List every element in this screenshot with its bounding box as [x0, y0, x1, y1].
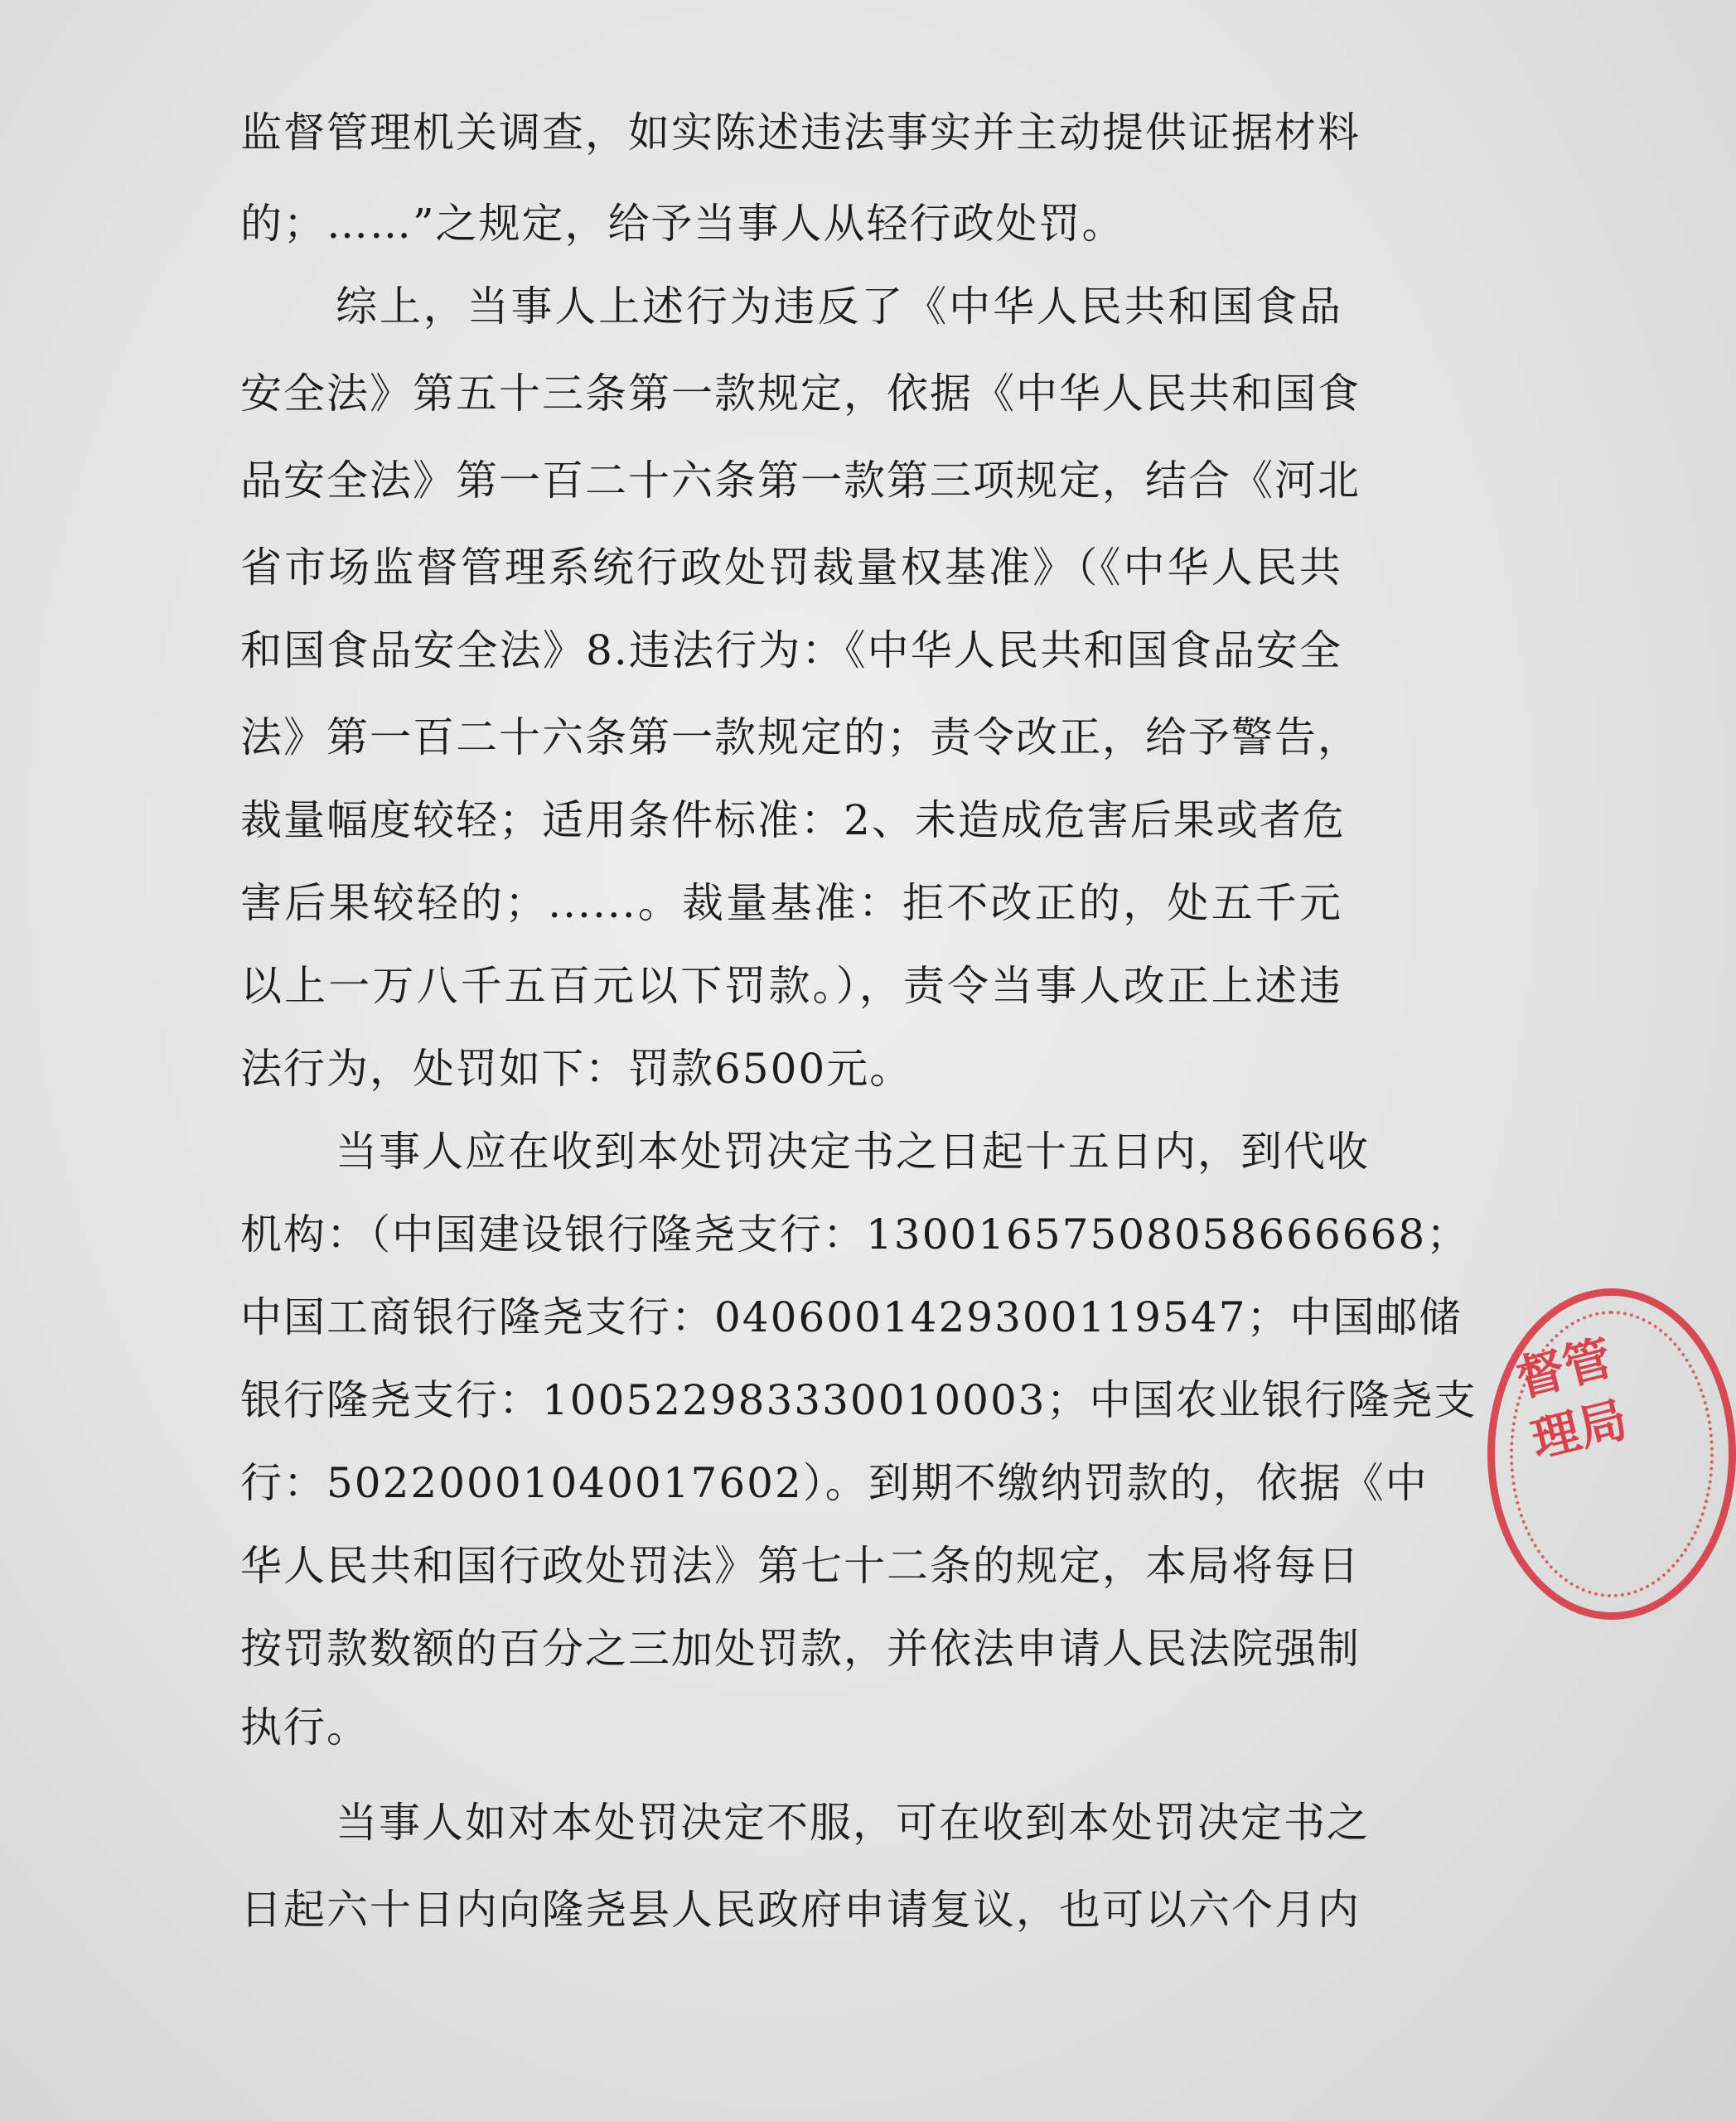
text-line: 害后果较轻的；......。裁量基准：拒不改正的，处五千元 — [240, 879, 1342, 927]
text-line: 银行隆尧支行：100522983330010003；中国农业银行隆尧支 — [240, 1376, 1477, 1424]
text-line: 品安全法》第一百二十六条第一款第三项规定，结合《河北 — [240, 457, 1361, 505]
text-line: 执行。 — [240, 1703, 370, 1751]
text-line: 华人民共和国行政处罚法》第七十二条的规定，本局将每日 — [240, 1542, 1361, 1590]
text-line: 中国工商银行隆尧支行：0406001429300119547；中国邮储 — [240, 1293, 1463, 1341]
seal-text: 督管理局 — [1510, 1329, 1633, 1469]
text-line: 法》第一百二十六条第一款规定的；责令改正，给予警告， — [240, 713, 1361, 761]
text-line: 当事人如对本处罚决定不服，可在收到本处罚决定书之 — [336, 1799, 1370, 1847]
text-line: 按罚款数额的百分之三加处罚款，并依法申请人民法院强制 — [240, 1625, 1361, 1673]
text-line: 日起六十日内向隆尧县人民政府申请复议，也可以六个月内 — [240, 1886, 1361, 1934]
text-line: 法行为，处罚如下：罚款6500元。 — [240, 1045, 913, 1093]
text-line: 省市场监督管理系统行政处罚裁量权基准》（《中华人民共 — [240, 544, 1342, 592]
text-line: 监督管理机关调查，如实陈述违法事实并主动提供证据材料 — [240, 109, 1361, 157]
text-line: 和国食品安全法》8.违法行为：《中华人民共和国食品安全 — [240, 626, 1342, 674]
text-line: 以上一万八千五百元以下罚款。），责令当事人改正上述违 — [240, 962, 1342, 1010]
text-line: 机构：（中国建设银行隆尧支行：13001657508058666668； — [240, 1210, 1470, 1259]
text-line: 裁量幅度较轻；适用条件标准：2、未造成危害后果或者危 — [240, 796, 1346, 844]
official-seal — [1487, 1288, 1736, 1620]
text-line: 行：50220001040017602）。到期不缴纳罚款的，依据《中 — [240, 1459, 1429, 1507]
text-line: 综上，当事人上述行为违反了《中华人民共和国食品 — [336, 283, 1342, 331]
text-line: 安全法》第五十三条第一款规定，依据《中华人民共和国食 — [240, 370, 1361, 418]
text-line: 的；……”之规定，给予当事人从轻行政处罚。 — [240, 200, 1125, 248]
text-line: 当事人应在收到本处罚决定书之日起十五日内，到代收 — [336, 1128, 1370, 1176]
